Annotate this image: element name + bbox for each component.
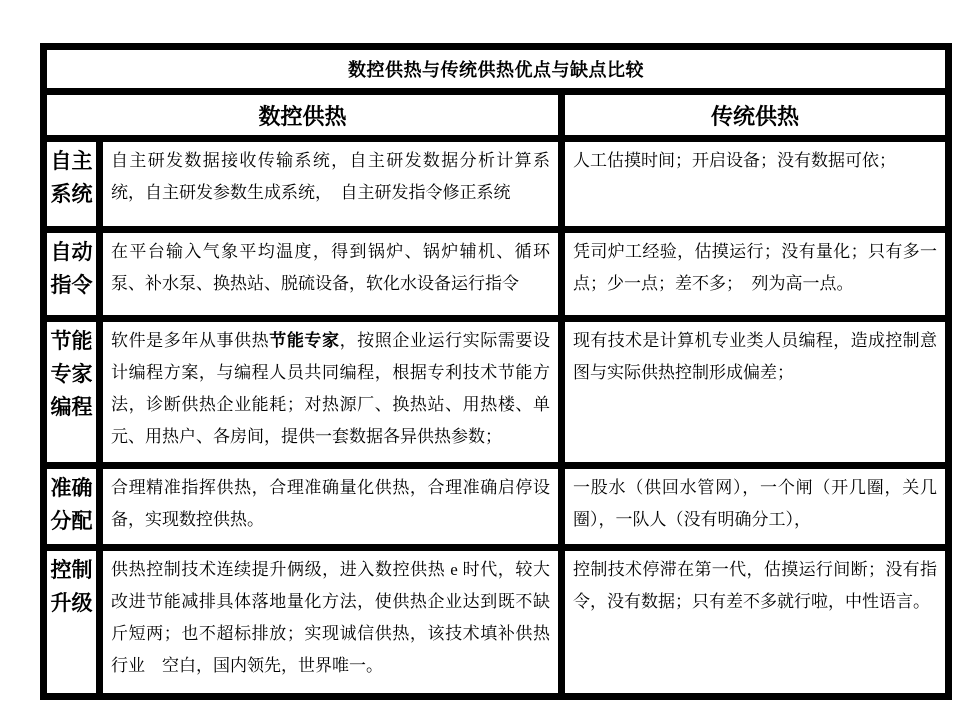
digital-cell-control-upgrade: 供热控制技术连续提升俩级，进入数控供热 e 时代，较大改进节能减排具体落地量化方法，使供热企业达到既不缺斤短两；也不超标排放；实现诚信供热，该技术填补供热行业 空白，国内领先，世界唯一。	[100, 548, 562, 697]
row-label-control-upgrade: 控制升级	[44, 548, 100, 697]
text-before-bold: 软件是多年从事供热	[111, 331, 270, 350]
title-row	[44, 47, 949, 92]
column-header-traditional-heating: 传统供热	[562, 92, 949, 139]
digital-cell-accurate-distribution: 合理精准指挥供热，合理准确量化供热，合理准确启停设备，实现数控供热。	[100, 466, 562, 548]
row-label-accurate-distribution: 准确分配	[44, 466, 100, 548]
traditional-cell-auto-command: 凭司炉工经验，估摸运行；没有量化；只有多一点；少一点；差不多； 列为高一点。	[562, 230, 949, 319]
row-label-auto-command: 自动指令	[44, 230, 100, 319]
table-row-auto-command	[44, 230, 949, 319]
traditional-cell-autonomous-system: 人工估摸时间；开启设备；没有数据可依；	[562, 139, 949, 230]
text-after-bold: ，按照企业运行实际需要设计编程方案，与编程人员共同编程，根据专利技术节能方法，诊断供热企业能耗；对热源厂、换热站、用热楼、单元、用热户、各房间，提供一套数据各异供热参数；	[111, 331, 551, 446]
table-title: 数控供热与传统供热优点与缺点比较	[44, 47, 949, 92]
table-row-control-upgrade	[44, 548, 949, 697]
traditional-cell-energy-expert-programming: 现有技术是计算机专业类人员编程，造成控制意图与实际供热控制形成偏差；	[562, 319, 949, 466]
header-row	[44, 92, 949, 139]
digital-cell-autonomous-system: 自主研发数据接收传输系统，自主研发数据分析计算系统，自主研发参数生成系统， 自主研发指令修正系统	[100, 139, 562, 230]
bold-text-energy-expert: 节能专家	[269, 331, 340, 350]
digital-cell-energy-expert-programming	[100, 319, 562, 466]
table-row-accurate-distribution	[44, 466, 949, 548]
column-header-digital-heating: 数控供热	[44, 92, 562, 139]
table-row-energy-expert-programming	[44, 319, 949, 466]
traditional-cell-accurate-distribution: 一股水（供回水管网），一个闸（开几圈，关几圈），一队人（没有明确分工），	[562, 466, 949, 548]
row-label-autonomous-system: 自主系统	[44, 139, 100, 230]
table-row-autonomous-system	[44, 139, 949, 230]
row-label-energy-expert-programming: 节能专家编程	[44, 319, 100, 466]
digital-cell-auto-command: 在平台输入气象平均温度，得到锅炉、锅炉辅机、循环泵、补水泵、换热站、脱硫设备，软化水设备运行指令	[100, 230, 562, 319]
traditional-cell-control-upgrade: 控制技术停滞在第一代，估摸运行间断；没有指令，没有数据；只有差不多就行啦，中性语言。	[562, 548, 949, 697]
comparison-table	[40, 43, 952, 700]
